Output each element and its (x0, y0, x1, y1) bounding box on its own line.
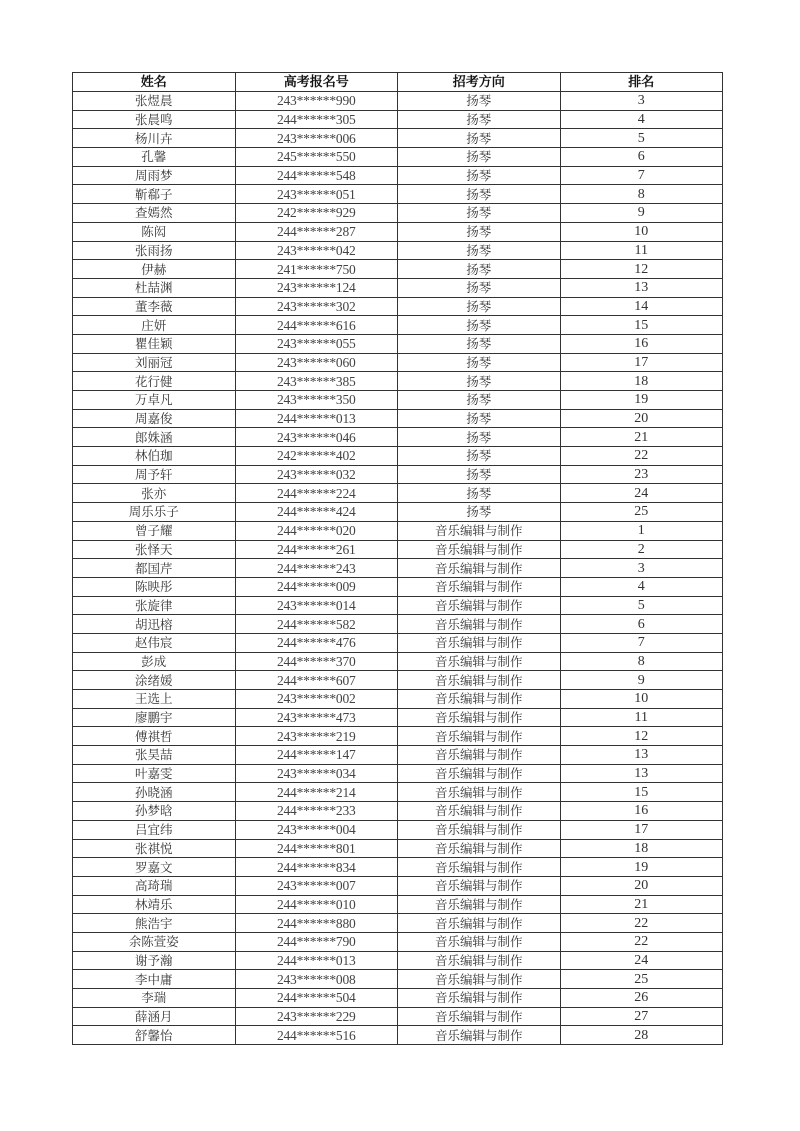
cell-rank: 21 (560, 428, 723, 447)
cell-name: 李中庸 (73, 970, 236, 989)
cell-exam-id: 243******385 (235, 372, 398, 391)
cell-name: 都国芹 (73, 559, 236, 578)
cell-name: 舒馨怡 (73, 1026, 236, 1045)
cell-exam-id: 243******002 (235, 690, 398, 709)
cell-direction: 扬琴 (398, 260, 561, 279)
cell-exam-id: 244******516 (235, 1026, 398, 1045)
cell-exam-id: 243******032 (235, 465, 398, 484)
cell-rank: 10 (560, 222, 723, 241)
cell-name: 曾子耀 (73, 521, 236, 540)
cell-name: 高琦瑞 (73, 876, 236, 895)
cell-exam-id: 243******350 (235, 391, 398, 410)
cell-exam-id: 244******880 (235, 914, 398, 933)
ranking-table (72, 72, 723, 1045)
header-direction: 招考方向 (398, 73, 561, 92)
cell-rank: 8 (560, 185, 723, 204)
cell-direction: 音乐编辑与制作 (398, 858, 561, 877)
cell-direction: 音乐编辑与制作 (398, 783, 561, 802)
cell-rank: 22 (560, 447, 723, 466)
table-row (73, 278, 723, 297)
table-row (73, 447, 723, 466)
cell-exam-id: 244******305 (235, 110, 398, 129)
cell-rank: 15 (560, 783, 723, 802)
cell-direction: 扬琴 (398, 129, 561, 148)
table-body (73, 92, 723, 1045)
table-row (73, 353, 723, 372)
table-header-row (73, 73, 723, 92)
cell-direction: 音乐编辑与制作 (398, 559, 561, 578)
cell-rank: 1 (560, 521, 723, 540)
cell-name: 瞿佳颖 (73, 334, 236, 353)
table-row (73, 764, 723, 783)
cell-direction: 音乐编辑与制作 (398, 577, 561, 596)
cell-rank: 12 (560, 727, 723, 746)
cell-direction: 扬琴 (398, 241, 561, 260)
table-row (73, 204, 723, 223)
cell-direction: 扬琴 (398, 278, 561, 297)
cell-direction: 扬琴 (398, 447, 561, 466)
cell-direction: 音乐编辑与制作 (398, 1026, 561, 1045)
cell-direction: 扬琴 (398, 92, 561, 111)
cell-exam-id: 244******009 (235, 577, 398, 596)
table-row (73, 858, 723, 877)
cell-name: 熊浩宇 (73, 914, 236, 933)
table-row (73, 839, 723, 858)
cell-direction: 音乐编辑与制作 (398, 671, 561, 690)
cell-direction: 扬琴 (398, 185, 561, 204)
cell-exam-id: 244******013 (235, 951, 398, 970)
cell-direction: 扬琴 (398, 297, 561, 316)
cell-exam-id: 244******582 (235, 615, 398, 634)
table-row (73, 690, 723, 709)
cell-rank: 7 (560, 633, 723, 652)
cell-name: 张昊喆 (73, 746, 236, 765)
cell-rank: 9 (560, 204, 723, 223)
cell-name: 杨川卉 (73, 129, 236, 148)
cell-exam-id: 243******055 (235, 334, 398, 353)
cell-direction: 音乐编辑与制作 (398, 652, 561, 671)
cell-name: 张煜晨 (73, 92, 236, 111)
cell-exam-id: 245******550 (235, 148, 398, 167)
cell-exam-id: 244******214 (235, 783, 398, 802)
cell-name: 王选上 (73, 690, 236, 709)
cell-name: 傅祺哲 (73, 727, 236, 746)
cell-exam-id: 243******990 (235, 92, 398, 111)
table-row (73, 783, 723, 802)
cell-direction: 扬琴 (398, 222, 561, 241)
cell-rank: 20 (560, 409, 723, 428)
cell-exam-id: 244******607 (235, 671, 398, 690)
cell-direction: 音乐编辑与制作 (398, 615, 561, 634)
cell-name: 胡迅榕 (73, 615, 236, 634)
cell-rank: 11 (560, 241, 723, 260)
table-row (73, 185, 723, 204)
cell-direction: 音乐编辑与制作 (398, 727, 561, 746)
cell-exam-id: 243******042 (235, 241, 398, 260)
cell-exam-id: 244******010 (235, 895, 398, 914)
cell-exam-id: 243******034 (235, 764, 398, 783)
header-rank: 排名 (560, 73, 723, 92)
cell-name: 张晨鸣 (73, 110, 236, 129)
cell-name: 靳郗子 (73, 185, 236, 204)
cell-rank: 16 (560, 334, 723, 353)
cell-direction: 音乐编辑与制作 (398, 914, 561, 933)
cell-direction: 扬琴 (398, 484, 561, 503)
cell-direction: 扬琴 (398, 503, 561, 522)
table-row (73, 316, 723, 335)
cell-name: 董李薇 (73, 297, 236, 316)
table-row (73, 297, 723, 316)
cell-name: 郎姝涵 (73, 428, 236, 447)
cell-name: 周雨梦 (73, 166, 236, 185)
table-row (73, 951, 723, 970)
cell-name: 孔馨 (73, 148, 236, 167)
cell-name: 罗嘉文 (73, 858, 236, 877)
cell-rank: 18 (560, 372, 723, 391)
table-row (73, 596, 723, 615)
cell-direction: 音乐编辑与制作 (398, 895, 561, 914)
cell-direction: 扬琴 (398, 166, 561, 185)
cell-rank: 13 (560, 278, 723, 297)
cell-direction: 音乐编辑与制作 (398, 932, 561, 951)
cell-name: 周予轩 (73, 465, 236, 484)
cell-exam-id: 244******616 (235, 316, 398, 335)
table-row (73, 559, 723, 578)
cell-direction: 音乐编辑与制作 (398, 802, 561, 821)
cell-exam-id: 243******051 (235, 185, 398, 204)
cell-name: 叶嘉雯 (73, 764, 236, 783)
cell-rank: 6 (560, 615, 723, 634)
cell-exam-id: 243******473 (235, 708, 398, 727)
cell-direction: 音乐编辑与制作 (398, 633, 561, 652)
cell-direction: 音乐编辑与制作 (398, 521, 561, 540)
cell-rank: 22 (560, 932, 723, 951)
cell-exam-id: 244******020 (235, 521, 398, 540)
table-row (73, 391, 723, 410)
cell-exam-id: 242******929 (235, 204, 398, 223)
cell-name: 周乐乐子 (73, 503, 236, 522)
cell-exam-id: 243******014 (235, 596, 398, 615)
cell-direction: 音乐编辑与制作 (398, 764, 561, 783)
cell-direction: 音乐编辑与制作 (398, 540, 561, 559)
cell-name: 孙梦晗 (73, 802, 236, 821)
cell-exam-id: 243******302 (235, 297, 398, 316)
table-row (73, 1026, 723, 1045)
cell-exam-id: 244******233 (235, 802, 398, 821)
cell-name: 伊赫 (73, 260, 236, 279)
cell-rank: 11 (560, 708, 723, 727)
cell-name: 张旋律 (73, 596, 236, 615)
table-row (73, 428, 723, 447)
table-row (73, 222, 723, 241)
cell-rank: 19 (560, 391, 723, 410)
table-row (73, 895, 723, 914)
cell-rank: 19 (560, 858, 723, 877)
table-row (73, 465, 723, 484)
cell-name: 万卓凡 (73, 391, 236, 410)
cell-name: 刘丽冠 (73, 353, 236, 372)
table-row (73, 409, 723, 428)
cell-direction: 音乐编辑与制作 (398, 690, 561, 709)
table-row (73, 110, 723, 129)
cell-rank: 23 (560, 465, 723, 484)
cell-name: 花行健 (73, 372, 236, 391)
cell-direction: 扬琴 (398, 353, 561, 372)
cell-name: 涂绪媛 (73, 671, 236, 690)
cell-exam-id: 244******834 (235, 858, 398, 877)
cell-name: 孙晓涵 (73, 783, 236, 802)
cell-name: 陈映彤 (73, 577, 236, 596)
cell-rank: 25 (560, 503, 723, 522)
cell-exam-id: 241******750 (235, 260, 398, 279)
cell-name: 彭成 (73, 652, 236, 671)
cell-direction: 音乐编辑与制作 (398, 989, 561, 1008)
cell-name: 查嫣然 (73, 204, 236, 223)
table-row (73, 521, 723, 540)
cell-exam-id: 243******060 (235, 353, 398, 372)
cell-exam-id: 243******007 (235, 876, 398, 895)
cell-rank: 13 (560, 746, 723, 765)
cell-direction: 音乐编辑与制作 (398, 1007, 561, 1026)
cell-exam-id: 242******402 (235, 447, 398, 466)
cell-direction: 扬琴 (398, 148, 561, 167)
cell-rank: 25 (560, 970, 723, 989)
cell-rank: 21 (560, 895, 723, 914)
cell-exam-id: 244******287 (235, 222, 398, 241)
header-name: 姓名 (73, 73, 236, 92)
table-row (73, 1007, 723, 1026)
cell-rank: 6 (560, 148, 723, 167)
cell-direction: 扬琴 (398, 465, 561, 484)
cell-direction: 扬琴 (398, 428, 561, 447)
cell-name: 林伯珈 (73, 447, 236, 466)
cell-exam-id: 244******476 (235, 633, 398, 652)
cell-direction: 扬琴 (398, 372, 561, 391)
cell-rank: 10 (560, 690, 723, 709)
cell-exam-id: 244******370 (235, 652, 398, 671)
table-row (73, 334, 723, 353)
cell-direction: 音乐编辑与制作 (398, 596, 561, 615)
table-row (73, 577, 723, 596)
cell-rank: 24 (560, 484, 723, 503)
table-row (73, 989, 723, 1008)
cell-rank: 9 (560, 671, 723, 690)
cell-rank: 2 (560, 540, 723, 559)
cell-direction: 扬琴 (398, 204, 561, 223)
cell-rank: 26 (560, 989, 723, 1008)
cell-rank: 27 (560, 1007, 723, 1026)
cell-rank: 17 (560, 820, 723, 839)
cell-direction: 音乐编辑与制作 (398, 820, 561, 839)
header-exam-id: 高考报名号 (235, 73, 398, 92)
cell-rank: 4 (560, 577, 723, 596)
cell-name: 陈闳 (73, 222, 236, 241)
cell-exam-id: 243******229 (235, 1007, 398, 1026)
cell-exam-id: 244******147 (235, 746, 398, 765)
table-row (73, 802, 723, 821)
table-row (73, 652, 723, 671)
cell-rank: 5 (560, 596, 723, 615)
table-row (73, 241, 723, 260)
cell-direction: 音乐编辑与制作 (398, 839, 561, 858)
table-row (73, 914, 723, 933)
cell-exam-id: 243******124 (235, 278, 398, 297)
cell-name: 张亦 (73, 484, 236, 503)
table-row (73, 708, 723, 727)
cell-exam-id: 243******008 (235, 970, 398, 989)
cell-name: 薛涵月 (73, 1007, 236, 1026)
cell-direction: 扬琴 (398, 409, 561, 428)
cell-direction: 音乐编辑与制作 (398, 746, 561, 765)
table-row (73, 540, 723, 559)
table-row (73, 503, 723, 522)
cell-exam-id: 244******013 (235, 409, 398, 428)
cell-exam-id: 243******004 (235, 820, 398, 839)
table-row (73, 484, 723, 503)
cell-name: 谢予瀚 (73, 951, 236, 970)
cell-rank: 14 (560, 297, 723, 316)
table-row (73, 746, 723, 765)
cell-name: 张祺悦 (73, 839, 236, 858)
cell-exam-id: 244******790 (235, 932, 398, 951)
table-row (73, 727, 723, 746)
table-row (73, 932, 723, 951)
table-row (73, 166, 723, 185)
table-row (73, 820, 723, 839)
cell-name: 张雨扬 (73, 241, 236, 260)
cell-name: 杜喆渊 (73, 278, 236, 297)
cell-name: 李瑞 (73, 989, 236, 1008)
cell-exam-id: 244******801 (235, 839, 398, 858)
cell-rank: 5 (560, 129, 723, 148)
cell-rank: 17 (560, 353, 723, 372)
table-row (73, 92, 723, 111)
cell-exam-id: 244******243 (235, 559, 398, 578)
table-row (73, 148, 723, 167)
table-row (73, 633, 723, 652)
table-row (73, 260, 723, 279)
cell-rank: 8 (560, 652, 723, 671)
cell-exam-id: 244******424 (235, 503, 398, 522)
cell-direction: 音乐编辑与制作 (398, 951, 561, 970)
cell-rank: 24 (560, 951, 723, 970)
cell-exam-id: 243******046 (235, 428, 398, 447)
cell-direction: 扬琴 (398, 110, 561, 129)
cell-direction: 扬琴 (398, 334, 561, 353)
cell-name: 林靖乐 (73, 895, 236, 914)
cell-direction: 音乐编辑与制作 (398, 970, 561, 989)
table-row (73, 372, 723, 391)
table-row (73, 876, 723, 895)
cell-rank: 4 (560, 110, 723, 129)
cell-exam-id: 244******224 (235, 484, 398, 503)
cell-rank: 3 (560, 559, 723, 578)
cell-exam-id: 244******504 (235, 989, 398, 1008)
table-row (73, 970, 723, 989)
cell-rank: 12 (560, 260, 723, 279)
cell-exam-id: 243******006 (235, 129, 398, 148)
cell-name: 余陈萱姿 (73, 932, 236, 951)
cell-rank: 3 (560, 92, 723, 111)
cell-rank: 13 (560, 764, 723, 783)
cell-direction: 扬琴 (398, 391, 561, 410)
cell-direction: 音乐编辑与制作 (398, 708, 561, 727)
cell-name: 吕宜纬 (73, 820, 236, 839)
table-row (73, 615, 723, 634)
table-row (73, 671, 723, 690)
cell-name: 周嘉俊 (73, 409, 236, 428)
cell-rank: 18 (560, 839, 723, 858)
cell-name: 庄妍 (73, 316, 236, 335)
cell-exam-id: 244******261 (235, 540, 398, 559)
cell-rank: 7 (560, 166, 723, 185)
cell-exam-id: 243******219 (235, 727, 398, 746)
cell-exam-id: 244******548 (235, 166, 398, 185)
cell-rank: 15 (560, 316, 723, 335)
cell-rank: 16 (560, 802, 723, 821)
cell-name: 赵伟宸 (73, 633, 236, 652)
cell-direction: 扬琴 (398, 316, 561, 335)
cell-rank: 22 (560, 914, 723, 933)
table-row (73, 129, 723, 148)
cell-name: 廖鹏宇 (73, 708, 236, 727)
cell-name: 张怿天 (73, 540, 236, 559)
cell-direction: 音乐编辑与制作 (398, 876, 561, 895)
cell-rank: 20 (560, 876, 723, 895)
cell-rank: 28 (560, 1026, 723, 1045)
